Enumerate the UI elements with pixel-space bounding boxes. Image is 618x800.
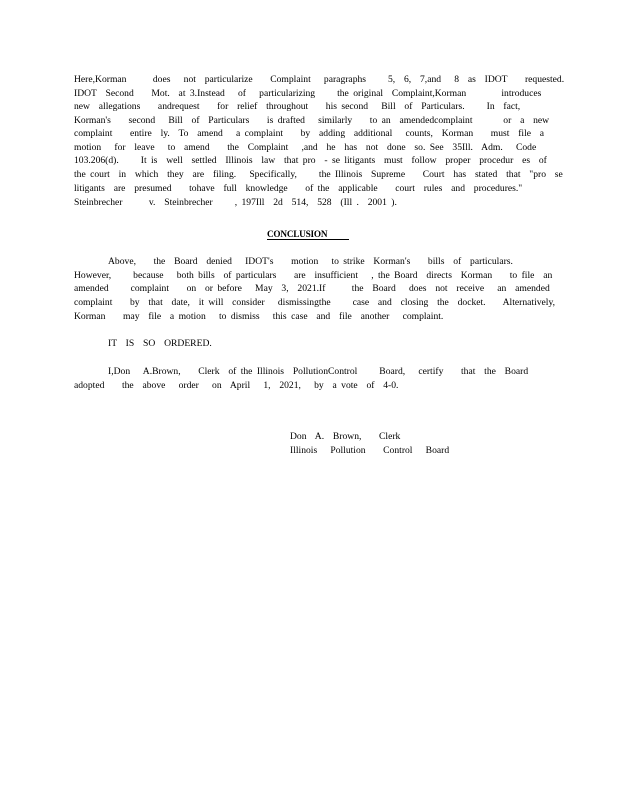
paragraph-1-line-5: complaint entire ly. To amend a complaint by adding additional counts, Korman must file a [74, 128, 545, 139]
paragraph-1-line-2: IDOT Second Mot. at 3.Instead of particularizing the original Complaint,Korman introduces [74, 88, 542, 99]
paragraph-2-line-3: amended complaint on or before May 3, 2021.If the Board does not receive an amended [74, 283, 550, 294]
paragraph-2-line-4: complaint by that date, it will consider dismissingthe case and closing the docket. Alternatively, [74, 297, 556, 308]
certification-line-1: I,Don A.Brown, Clerk of the Illinois PollutionControl Board, certify that the Board [108, 366, 529, 377]
paragraph-1-line-3: new allegations andrequest for relief throughout his second Bill of Particulars. In fact, [74, 101, 521, 112]
paragraph-1-line-9: litigants are presumed tohave full knowledge of the applicable court rules and procedures." [74, 183, 523, 194]
paragraph-1-line-7: 103.206(d). It is well settled Illinois law that pro - se litigants must follow proper procedur es of [74, 155, 547, 166]
paragraph-1-line-4: Korman's second Bill of Particulars is drafted similarly to an amendedcomplaint or a new [74, 115, 550, 126]
paragraph-2-line-5: Korman may file a motion to dismiss this case and file another complaint. [74, 311, 444, 322]
signature-organization: Illinois Pollution Control Board [290, 445, 450, 456]
paragraph-2-line-1: Above, the Board denied IDOT's motion to strike Korman's bills of particulars. [108, 256, 513, 267]
signature-name-title: Don A. Brown, Clerk [290, 431, 401, 442]
paragraph-1-line-1: Here,Korman does not particularize Complaint paragraphs 5, 6, 7,and 8 as IDOT requested. [74, 74, 565, 85]
paragraph-1-line-8: the court in which they are filing. Specifically, the Illinois Supreme Court has stated that "pro se [74, 169, 563, 180]
so-ordered-line: IT IS SO ORDERED. [108, 338, 212, 349]
paragraph-1-line-10: Steinbrecher v. Steinbrecher , 197Ill 2d 514, 528 (Ill . 2001 ). [74, 197, 397, 208]
heading-underline [267, 239, 349, 240]
conclusion-heading: CONCLUSION [267, 229, 328, 239]
certification-line-2: adopted the above order on April 1, 2021, by a vote of 4-0. [74, 380, 399, 391]
paragraph-2-line-2: However, because both bills of particulars are insufficient , the Board directs Korman to file an [74, 270, 553, 281]
paragraph-1-line-6: motion for leave to amend the Complaint ,and he has not done so. See 35Ill. Adm. Code [74, 142, 537, 153]
